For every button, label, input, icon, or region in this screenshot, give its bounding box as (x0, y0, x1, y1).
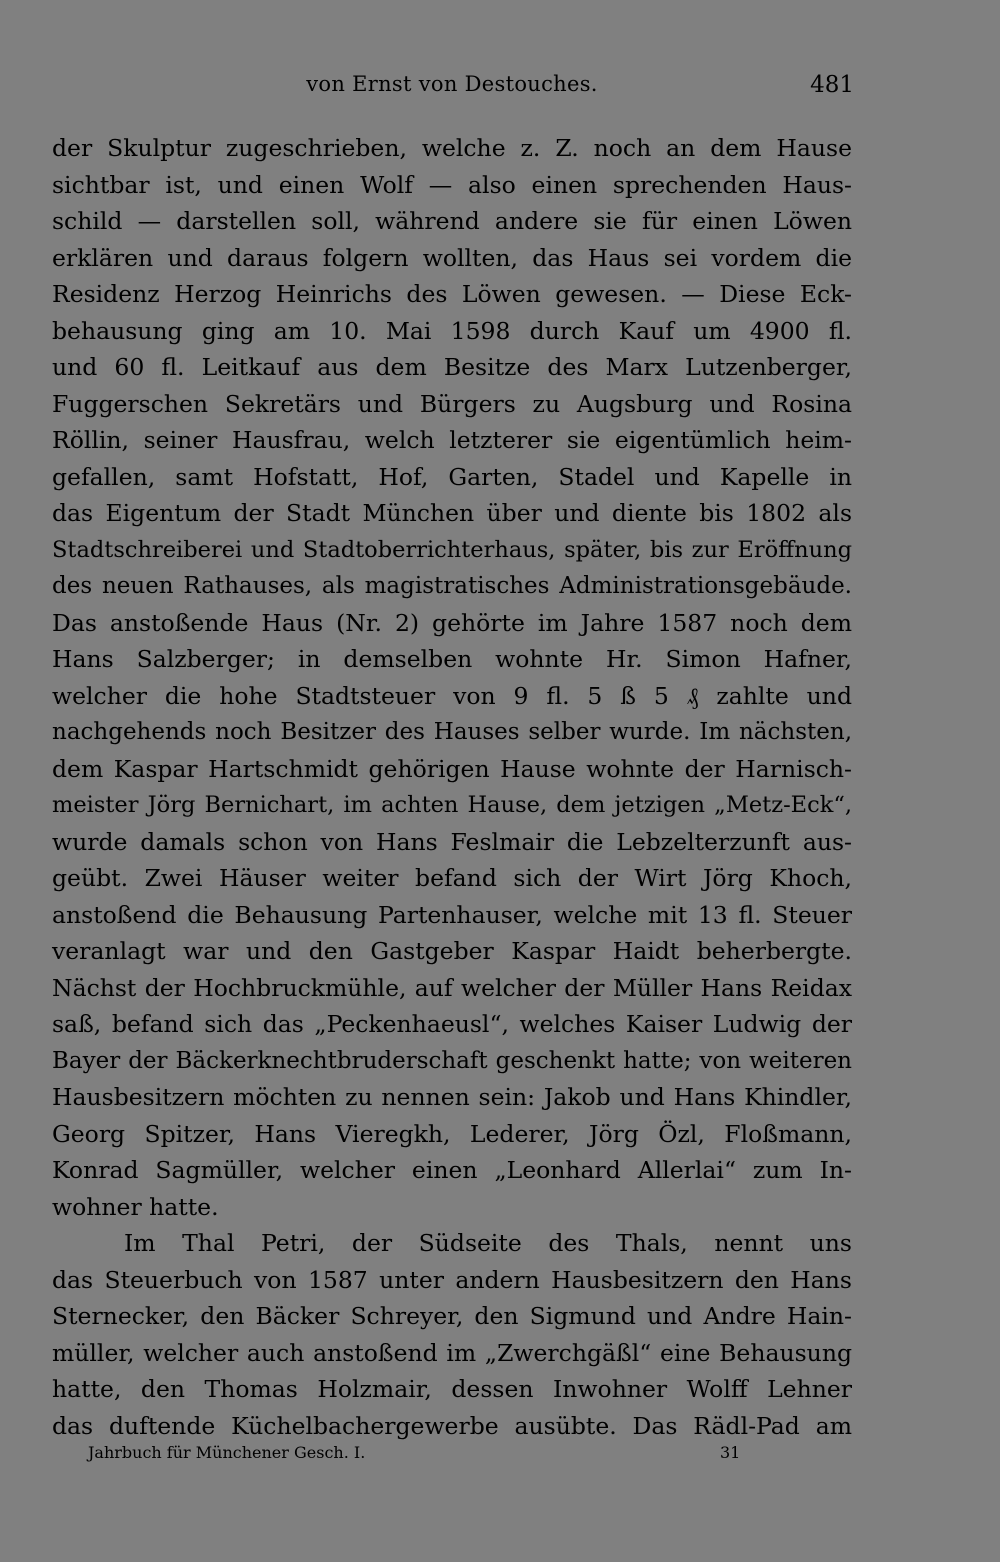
text-line: Nächst der Hochbruckmühle, auf welcher der Müller Hans Reidax (52, 973, 852, 1002)
text-line: dem Kaspar Hartschmidt gehörigen Hause wohnte der Harnisch- (52, 754, 852, 783)
text-line-paragraph-start: Im Thal Petri, der Südseite des Thals, nennt uns (124, 1229, 852, 1257)
signature-mark: 31 (720, 1443, 741, 1462)
text-line: anstoßend die Behausung Partenhauser, welche mit 13 fl. Steuer (52, 900, 852, 929)
text-line: Sternecker, den Bäcker Schreyer, den Sigmund und Andre Hain- (52, 1302, 852, 1330)
body-text (52, 130, 852, 1444)
text-line: sichtbar ist, und einen Wolf — also einen sprechenden Haus- (52, 170, 852, 199)
text-line: müller, welcher auch anstoßend im „Zwerchgäßl“ eine Behausung (52, 1338, 852, 1367)
text-line: Das anstoßende Haus (Nr. 2) gehörte im Jahre 1587 noch dem (52, 608, 852, 637)
text-line: behausung ging am 10. Mai 1598 durch Kauf um 4900 fl. (52, 316, 852, 345)
text-line: geübt. Zwei Häuser weiter befand sich der Wirt Jörg Khoch, (52, 864, 852, 892)
page-header (52, 72, 852, 106)
text-line: das Eigentum der Stadt München über und diente bis 1802 als (52, 499, 852, 527)
text-line-paragraph-end: wohner hatte. (52, 1192, 219, 1221)
text-line: Konrad Sagmüller, welcher einen „Leonhard Allerlai“ zum In- (52, 1156, 852, 1184)
text-line: erklären und daraus folgern wollten, das Haus sei vordem die (52, 243, 852, 272)
text-line: saß, befand sich das „Peckenhaeusl“, welches Kaiser Ludwig der (52, 1010, 852, 1038)
text-line: Röllin, seiner Hausfrau, welch letzterer sie eigentümlich heim- (52, 426, 852, 454)
text-line: Residenz Herzog Heinrichs des Löwen gewesen. — Diese Eck- (52, 280, 852, 308)
text-line: meister Jörg Bernichart, im achten Hause, dem jetzigen „Metz-Eck“, (52, 792, 852, 818)
text-line: Hausbesitzern möchten zu nennen sein: Jakob und Hans Khindler, (52, 1083, 852, 1111)
text-line: welcher die hohe Stadtsteuer von 9 fl. 5 ß 5 ₰ zahlte und (52, 681, 852, 710)
text-line: Bayer der Bäckerknechtbruderschaft geschenkt hatte; von weiteren (52, 1047, 852, 1074)
running-title: von Ernst von Destouches. (306, 72, 598, 96)
text-line: der Skulptur zugeschrieben, welche z. Z. noch an dem Hause (52, 134, 852, 162)
text-line: Hans Salzberger; in demselben wohnte Hr. Simon Hafner, (52, 645, 852, 673)
text-line: schild — darstellen soll, während andere sie für einen Löwen (52, 207, 852, 235)
footer-title: Jahrbuch für Münchener Gesch. I. (88, 1443, 366, 1462)
text-line: Georg Spitzer, Hans Vieregkh, Lederer, Jörg Özl, Floßmann, (52, 1119, 852, 1148)
text-line: gefallen, samt Hofstatt, Hof, Garten, Stadel und Kapelle in (52, 462, 852, 491)
text-line: veranlagt war und den Gastgeber Kaspar Haidt beherbergte. (52, 937, 852, 965)
page-footer (88, 1443, 788, 1473)
text-line: das duftende Küchelbachergewerbe ausübte. Das Rädl-Pad am (52, 1411, 852, 1440)
text-line: Stadtschreiberei und Stadtoberrichterhaus, später, bis zur Eröffnung (52, 536, 852, 563)
page-number: 481 (810, 72, 854, 98)
text-line: das Steuerbuch von 1587 unter andern Hausbesitzern den Hans (52, 1265, 852, 1294)
text-line: Fuggerschen Sekretärs und Bürgers zu Augsburg und Rosina (52, 389, 852, 418)
text-line: hatte, den Thomas Holzmair, dessen Inwohner Wolff Lehner (52, 1375, 852, 1403)
text-line: nachgehends noch Besitzer des Hauses selber wurde. Im nächsten, (52, 719, 852, 745)
text-line: wurde damals schon von Hans Feslmair die Lebzelterzunft aus- (52, 827, 852, 856)
text-line: des neuen Rathauses, als magistratisches Administrationsgebäude. (52, 573, 852, 599)
text-line: und 60 fl. Leitkauf aus dem Besitze des Marx Lutzenberger, (52, 353, 852, 381)
